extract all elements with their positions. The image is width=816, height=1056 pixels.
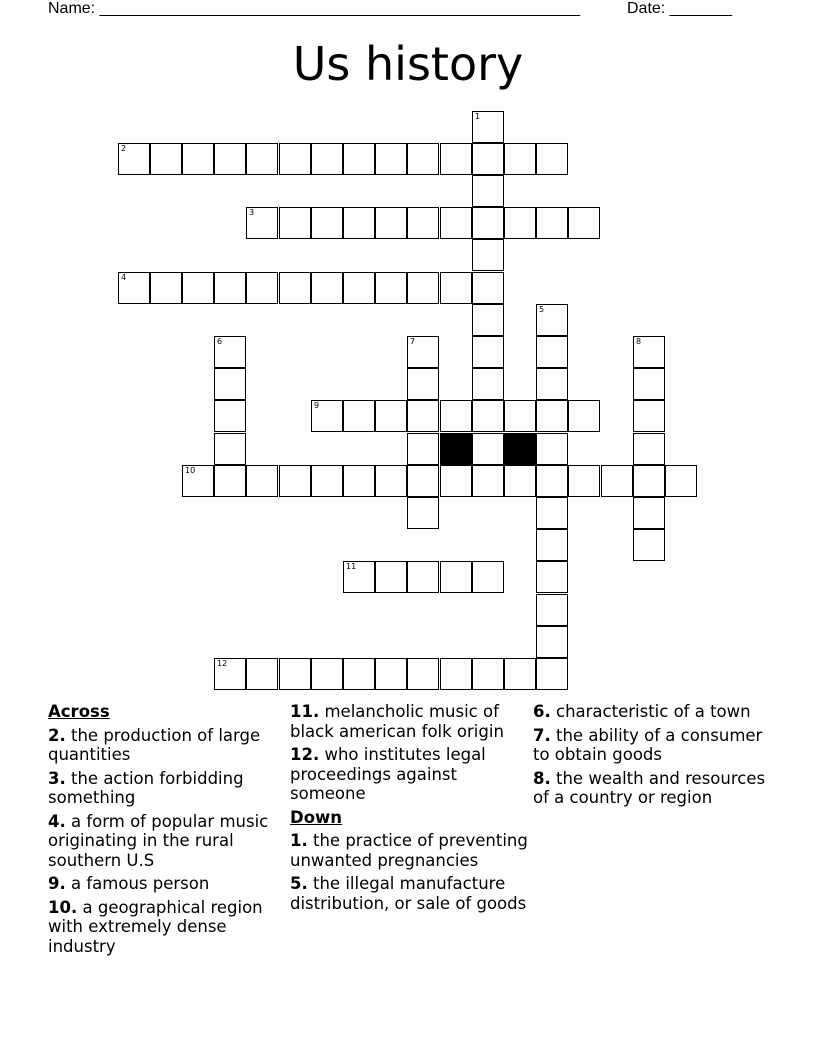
black-cell — [504, 433, 536, 465]
grid-cell[interactable] — [536, 561, 568, 593]
grid-cell[interactable] — [407, 272, 439, 304]
grid-cell[interactable] — [633, 497, 665, 529]
grid-cell[interactable] — [665, 465, 697, 497]
grid-cell[interactable] — [536, 658, 568, 690]
grid-cell[interactable] — [343, 207, 375, 239]
grid-cell[interactable] — [311, 400, 343, 432]
clue-down-6: 6. characteristic of a town — [533, 702, 751, 721]
clue-number: 5 — [539, 305, 545, 314]
grid-cell[interactable] — [407, 658, 439, 690]
name-field-label: Name: ______________________________________________________ — [48, 0, 581, 17]
grid-cell[interactable] — [440, 561, 472, 593]
grid-cell[interactable] — [279, 658, 311, 690]
grid-cell[interactable] — [375, 143, 407, 175]
grid-cell[interactable] — [536, 433, 568, 465]
grid-cell[interactable] — [440, 400, 472, 432]
grid-cell[interactable] — [633, 529, 665, 561]
grid-cell[interactable] — [504, 400, 536, 432]
grid-cell[interactable] — [472, 304, 504, 336]
clue-number: 3 — [249, 208, 255, 217]
grid-cell[interactable] — [214, 465, 246, 497]
grid-cell[interactable] — [440, 143, 472, 175]
grid-cell[interactable] — [440, 465, 472, 497]
grid-cell[interactable] — [279, 272, 311, 304]
grid-cell[interactable] — [633, 368, 665, 400]
grid-cell[interactable] — [536, 594, 568, 626]
clue-down-8: 8. the wealth and resources of a country or region — [533, 768, 766, 807]
grid-cell[interactable] — [504, 465, 536, 497]
grid-cell[interactable] — [407, 465, 439, 497]
grid-cell[interactable] — [311, 207, 343, 239]
grid-cell[interactable] — [633, 465, 665, 497]
grid-cell[interactable] — [472, 111, 504, 143]
grid-cell[interactable] — [343, 272, 375, 304]
grid-cell[interactable] — [472, 465, 504, 497]
grid-cell[interactable] — [536, 626, 568, 658]
grid-cell[interactable] — [246, 272, 278, 304]
grid-cell[interactable] — [633, 400, 665, 432]
grid-cell[interactable] — [472, 272, 504, 304]
grid-cell[interactable] — [246, 143, 278, 175]
clue-down-7: 7. the ability of a consumer to obtain goods — [533, 725, 763, 764]
grid-cell[interactable] — [504, 207, 536, 239]
clue-number: 9 — [314, 401, 320, 410]
grid-cell[interactable] — [536, 529, 568, 561]
grid-cell[interactable] — [343, 400, 375, 432]
grid-cell[interactable] — [407, 433, 439, 465]
grid-cell[interactable] — [214, 336, 246, 368]
clues-column-2 — [290, 702, 530, 917]
grid-cell[interactable] — [311, 143, 343, 175]
grid-cell[interactable] — [568, 400, 600, 432]
grid-cell[interactable] — [375, 400, 407, 432]
grid-cell[interactable] — [343, 658, 375, 690]
grid-cell[interactable] — [472, 207, 504, 239]
clue-number: 10 — [185, 466, 196, 475]
grid-cell[interactable] — [279, 465, 311, 497]
grid-cell[interactable] — [246, 658, 278, 690]
clue-number: 2 — [121, 144, 127, 153]
grid-cell[interactable] — [375, 207, 407, 239]
date-field-label: Date: _______ — [627, 0, 732, 17]
clue-number: 7 — [410, 337, 416, 346]
grid-cell[interactable] — [407, 336, 439, 368]
grid-cell[interactable] — [568, 207, 600, 239]
grid-cell[interactable] — [214, 433, 246, 465]
grid-cell[interactable] — [246, 465, 278, 497]
across-heading: Across — [48, 702, 110, 721]
grid-cell[interactable] — [375, 272, 407, 304]
grid-cell[interactable] — [472, 175, 504, 207]
grid-cell[interactable] — [246, 207, 278, 239]
grid-cell[interactable] — [407, 400, 439, 432]
grid-cell[interactable] — [182, 465, 214, 497]
grid-cell[interactable] — [343, 143, 375, 175]
grid-cell[interactable] — [375, 658, 407, 690]
grid-cell[interactable] — [407, 561, 439, 593]
black-cell — [440, 433, 472, 465]
grid-cell[interactable] — [407, 143, 439, 175]
grid-cell[interactable] — [214, 272, 246, 304]
grid-cell[interactable] — [536, 368, 568, 400]
clue-across-9: 9. a famous person — [48, 874, 210, 893]
clue-across-10: 10. a geographical region with extremely dense industry — [48, 897, 263, 956]
clue-number: 8 — [636, 337, 642, 346]
grid-cell[interactable] — [214, 658, 246, 690]
grid-cell[interactable] — [536, 400, 568, 432]
grid-cell[interactable] — [472, 433, 504, 465]
grid-cell[interactable] — [472, 336, 504, 368]
clue-down-1: 1. the practice of preventing unwanted pregnancies — [290, 831, 528, 870]
grid-cell[interactable] — [279, 143, 311, 175]
clue-number: 6 — [217, 337, 223, 346]
grid-cell[interactable] — [568, 465, 600, 497]
clue-number: 1 — [475, 112, 481, 121]
clues-column-1 — [48, 702, 278, 960]
grid-cell[interactable] — [536, 304, 568, 336]
grid-cell[interactable] — [472, 561, 504, 593]
grid-cell[interactable] — [472, 658, 504, 690]
clue-across-12: 12. who institutes legal proceedings against someone — [290, 745, 486, 803]
grid-cell[interactable] — [214, 368, 246, 400]
grid-cell[interactable] — [375, 561, 407, 593]
grid-cell[interactable] — [343, 465, 375, 497]
grid-cell[interactable] — [407, 497, 439, 529]
grid-cell[interactable] — [440, 272, 472, 304]
grid-cell[interactable] — [601, 465, 633, 497]
grid-cell[interactable] — [214, 400, 246, 432]
grid-cell[interactable] — [407, 368, 439, 400]
grid-cell[interactable] — [407, 207, 439, 239]
grid-cell[interactable] — [536, 497, 568, 529]
grid-cell[interactable] — [633, 433, 665, 465]
grid-cell[interactable] — [182, 272, 214, 304]
puzzle-title: Us history — [292, 37, 524, 91]
grid-cell[interactable] — [536, 336, 568, 368]
grid-cell[interactable] — [472, 368, 504, 400]
grid-cell[interactable] — [633, 336, 665, 368]
grid-cell[interactable] — [311, 272, 343, 304]
grid-cell[interactable] — [504, 143, 536, 175]
clue-number: 12 — [217, 659, 228, 668]
grid-cell[interactable] — [375, 465, 407, 497]
grid-cell[interactable] — [311, 465, 343, 497]
grid-cell[interactable] — [311, 658, 343, 690]
grid-cell[interactable] — [214, 143, 246, 175]
grid-cell[interactable] — [118, 143, 150, 175]
grid-cell[interactable] — [472, 143, 504, 175]
clues-column-3 — [533, 702, 773, 812]
grid-cell[interactable] — [118, 272, 150, 304]
grid-cell[interactable] — [182, 143, 214, 175]
clue-across-4: 4. a form of popular music originating in the rural southern U.S — [48, 811, 269, 870]
grid-cell[interactable] — [440, 658, 472, 690]
grid-cell[interactable] — [150, 272, 182, 304]
clue-number: 4 — [121, 273, 127, 282]
clue-across-2: 2. the production of large quantities — [48, 725, 261, 764]
clue-down-5: 5. the illegal manufacture distribution, or sale of goods — [290, 874, 527, 913]
grid-cell[interactable] — [279, 207, 311, 239]
grid-cell[interactable] — [472, 239, 504, 271]
grid-cell[interactable] — [150, 143, 182, 175]
grid-cell[interactable] — [536, 465, 568, 497]
clue-number: 11 — [346, 562, 357, 571]
grid-cell[interactable] — [536, 143, 568, 175]
clue-across-11: 11. melancholic music of black american folk origin — [290, 702, 504, 741]
down-heading: Down — [290, 807, 343, 827]
clue-across-3: 3. the action forbidding something — [48, 768, 244, 807]
grid-cell[interactable] — [440, 207, 472, 239]
grid-cell[interactable] — [536, 207, 568, 239]
grid-cell[interactable] — [504, 658, 536, 690]
grid-cell[interactable] — [472, 400, 504, 432]
grid-cell[interactable] — [343, 561, 375, 593]
